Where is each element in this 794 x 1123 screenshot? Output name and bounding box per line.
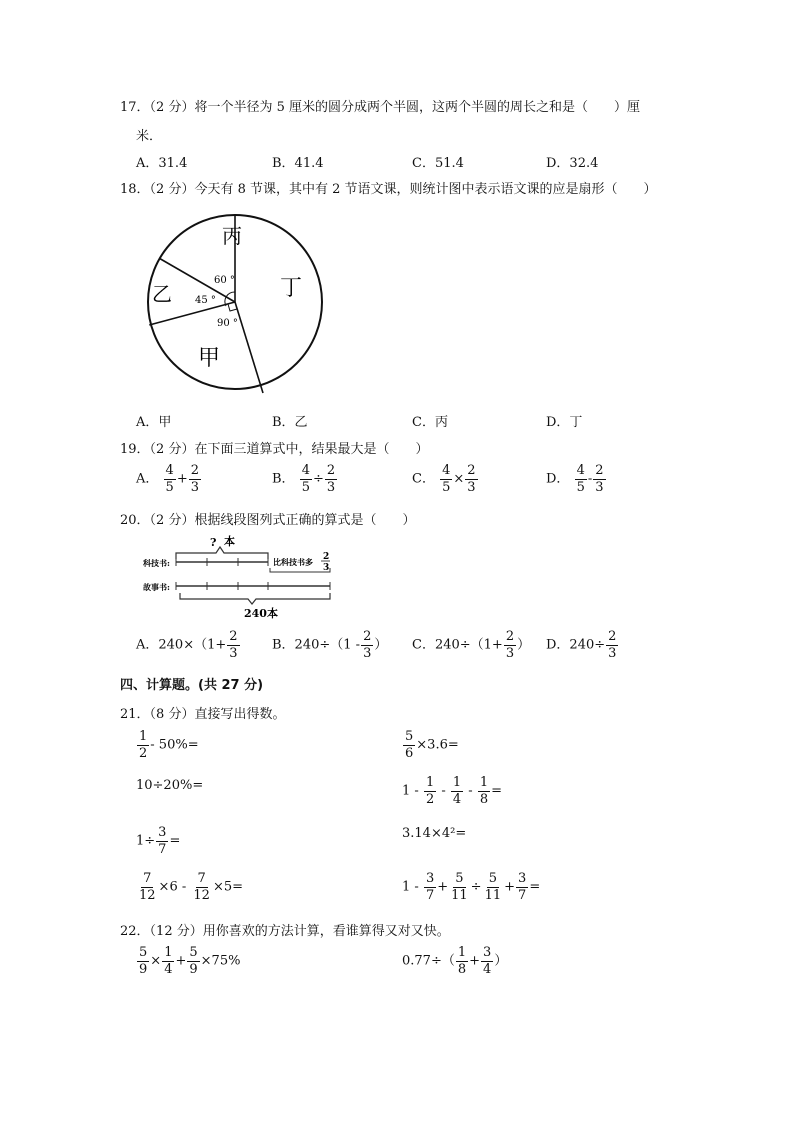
angle-arc-60 <box>226 292 235 297</box>
q18-option-b[interactable]: B．乙 <box>272 415 308 430</box>
q21-expr-2: $\frac{5}{6}$ ×3.6= <box>405 729 459 761</box>
fraction-5-9: $\frac{5}{9}$ <box>189 945 198 977</box>
operator-minus: - <box>587 471 593 487</box>
diagram-total: 240本 <box>244 607 278 620</box>
q21-expr-3: 10÷20%= <box>136 778 204 793</box>
sector-label-yi: 乙 <box>152 282 172 306</box>
option-letter: D． <box>546 471 570 487</box>
angle-arc-45 <box>225 297 226 306</box>
fraction-1-2: $\frac{1}{2}$ <box>139 729 148 761</box>
fraction-3-7: $\frac{3}{7}$ <box>518 871 527 903</box>
option-letter: C． <box>412 471 435 487</box>
angle-label-90: 90 ° <box>217 318 238 329</box>
q20-option-d[interactable]: D．240÷ $\frac{2}{3}$ <box>546 629 617 661</box>
operator-divide: ÷ <box>312 471 324 487</box>
fraction-2-3: $\frac{2}{3}$ <box>229 629 238 661</box>
section-heading-calculation: 四、计算题。(共 27 分) <box>120 678 264 693</box>
row-label-story: 故事书: <box>143 582 170 592</box>
operator-plus: + <box>176 471 188 487</box>
fraction-2-3: $\frac{2}{3}$ <box>608 629 617 661</box>
q17-stem-continued: 米． <box>136 129 163 144</box>
q17-option-b[interactable]: B．41.4 <box>272 156 324 171</box>
lower-brace <box>180 593 330 604</box>
q19-stem: 19．（2 分）在下面三道算式中，结果最大是（ ） <box>120 442 429 457</box>
fraction-2-3: $\frac{2}{3}$ <box>363 629 372 661</box>
q21-expr-8: 1 - $\frac{3}{7}$ + $\frac{5}{11}$ ÷ $\frac{5}{11}$ + $\frac{3}{7}$ = <box>402 871 541 903</box>
pie-divider-bottom <box>235 302 263 393</box>
compare-brace <box>270 568 330 572</box>
angle-label-45: 45 ° <box>195 295 216 306</box>
fraction-4-5: $\frac{4}{5}$ <box>301 463 310 495</box>
fraction-3-7: $\frac{3}{7}$ <box>158 825 167 857</box>
q19-option-a[interactable] <box>136 464 202 494</box>
fraction-2-3: $\frac{2}{3}$ <box>595 463 604 495</box>
fraction-1-4: $\frac{1}{4}$ <box>164 945 173 977</box>
fraction-2-3: $\frac{2}{3}$ <box>505 629 515 661</box>
q20-option-a[interactable]: A．240×（1+ $\frac{2}{3}$ <box>136 629 238 661</box>
fraction-2-3: $\frac{2}{3}$ <box>467 463 476 495</box>
q17-option-d[interactable]: D．32.4 <box>546 156 599 171</box>
fraction-7-12: $\frac{7}{12}$ <box>139 871 156 903</box>
row-label-science: 科技书: <box>143 558 170 568</box>
q19-option-d[interactable] <box>546 464 607 494</box>
q21-expr-7: $\frac{7}{12}$ ×6 - $\frac{7}{12}$ ×5= <box>139 871 243 903</box>
q18-option-d[interactable]: D．丁 <box>546 415 583 430</box>
fraction-1-8: $\frac{1}{8}$ <box>457 945 467 977</box>
option-letter: B． <box>272 471 295 487</box>
q20-option-c[interactable]: C．240÷（1+ $\frac{2}{3}$ ） <box>412 629 531 661</box>
fraction-5-11: $\frac{5}{11}$ <box>451 871 468 903</box>
q18-option-a[interactable]: A．甲 <box>136 415 172 430</box>
option-letter: A． <box>136 471 159 487</box>
q21-expr-5: 1÷ $\frac{3}{7}$ = <box>136 825 181 857</box>
diagram-question-mark: ? <box>210 536 217 549</box>
segment-diagram <box>140 532 355 622</box>
q20-option-b[interactable]: B．240÷（1 - $\frac{2}{3}$ ） <box>272 629 388 661</box>
q21-expr-1: $\frac{1}{2}$ - 50%= <box>139 729 199 761</box>
q22-expr-2: 0.77÷（ $\frac{1}{8}$ + $\frac{3}{4}$ ） <box>402 945 508 977</box>
q22-expr-1: $\frac{5}{9}$ × $\frac{1}{4}$ + $\frac{5}{9}$ ×75% <box>139 945 241 977</box>
q17-stem: 17．（2 分）将一个半径为 5 厘米的圆分成两个半圆，这两个半圆的周长之和是（ ）厘 <box>120 100 640 115</box>
pie-chart <box>140 205 340 405</box>
q18-stem: 18．（2 分）今天有 8 节课，其中有 2 节语文课，则统计图中表示语文课的应是扇形（ ） <box>120 182 657 197</box>
fraction-3-7: $\frac{3}{7}$ <box>425 871 435 903</box>
q21-expr-4: 1 - $\frac{1}{2}$ - $\frac{1}{4}$ - $\frac{1}{8}$ = <box>402 775 503 807</box>
q18-option-c[interactable]: C．丙 <box>412 415 448 430</box>
q17-option-a[interactable]: A．31.4 <box>136 156 188 171</box>
sector-label-jia: 甲 <box>198 346 221 371</box>
sector-label-ding: 丁 <box>280 276 303 301</box>
q20-stem: 20．（2 分）根据线段图列式正确的算式是（ ） <box>120 513 416 528</box>
fraction-3-4: $\frac{3}{4}$ <box>483 945 492 977</box>
fraction-4-5: $\frac{4}{5}$ <box>576 463 585 495</box>
fraction-5-11: $\frac{5}{11}$ <box>484 871 502 903</box>
fraction-4-5: $\frac{4}{5}$ <box>442 463 451 495</box>
fraction-1-2: $\frac{1}{2}$ <box>425 775 435 807</box>
fraction-5-6: $\frac{5}{6}$ <box>405 729 414 761</box>
q19-option-b[interactable] <box>272 464 338 494</box>
fraction-2-3: $\frac{2}{3}$ <box>326 463 336 495</box>
q22-stem: 22．（12 分）用你喜欢的方法计算，看谁算得又对又快。 <box>120 924 450 939</box>
fraction-2-3: $\frac{2}{3}$ <box>190 463 199 495</box>
fraction-7-12: $\frac{7}{12}$ <box>193 871 210 903</box>
fraction-4-5: $\frac{4}{5}$ <box>165 463 174 495</box>
operator-times: × <box>453 471 465 487</box>
compare-label: 比科技书多 <box>273 557 313 567</box>
upper-brace <box>176 547 268 559</box>
fraction-5-9: $\frac{5}{9}$ <box>139 945 148 977</box>
compare-frac-num: 2 <box>323 552 330 562</box>
q21-expr-6: 3.14×4²= <box>402 826 467 841</box>
fraction-1-4: $\frac{1}{4}$ <box>452 775 462 807</box>
q17-option-c[interactable]: C．51.4 <box>412 156 464 171</box>
q21-stem: 21．（8 分）直接写出得数。 <box>120 707 286 722</box>
fraction-1-8: $\frac{1}{8}$ <box>479 775 489 807</box>
diagram-unit: 本 <box>224 535 235 548</box>
sector-label-bing: 丙 <box>222 224 242 248</box>
angle-label-60: 60 ° <box>214 275 235 286</box>
q19-option-c[interactable] <box>412 464 479 494</box>
compare-frac-den: 3 <box>323 563 330 573</box>
